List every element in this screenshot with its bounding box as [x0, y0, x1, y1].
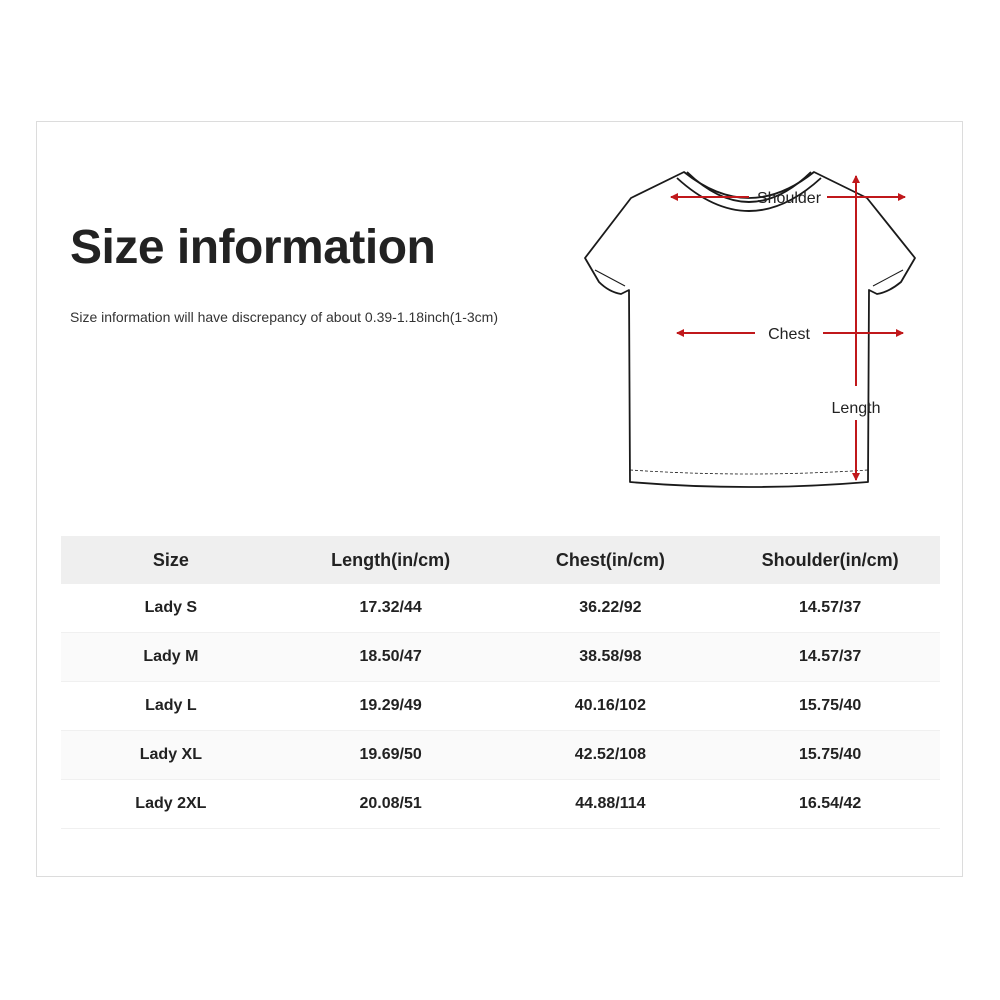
cell-length: 17.32/44	[281, 584, 501, 633]
cell-length: 18.50/47	[281, 633, 501, 682]
header-length: Length(in/cm)	[281, 536, 501, 584]
cell-chest: 38.58/98	[501, 633, 721, 682]
table-row	[61, 682, 940, 731]
cell-shoulder: 15.75/40	[720, 731, 940, 780]
cell-chest: 44.88/114	[501, 780, 721, 829]
cell-size: Lady XL	[61, 731, 281, 780]
tshirt-measurement-diagram	[559, 162, 949, 502]
cell-length: 20.08/51	[281, 780, 501, 829]
size-table	[61, 536, 940, 829]
tshirt-outline-icon	[585, 172, 915, 487]
chest-label: Chest	[768, 326, 810, 343]
shoulder-label: Shoulder	[756, 190, 822, 207]
header-chest: Chest(in/cm)	[501, 536, 721, 584]
cell-shoulder: 14.57/37	[720, 633, 940, 682]
cell-chest: 42.52/108	[501, 731, 721, 780]
cell-shoulder: 16.54/42	[720, 780, 940, 829]
cell-size: Lady 2XL	[61, 780, 281, 829]
cell-size: Lady S	[61, 584, 281, 633]
discrepancy-note: Size information will have discrepancy of about 0.39-1.18inch(1-3cm)	[70, 309, 498, 325]
header-shoulder: Shoulder(in/cm)	[720, 536, 940, 584]
cell-length: 19.29/49	[281, 682, 501, 731]
table-row	[61, 584, 940, 633]
length-label: Length	[831, 400, 881, 417]
page-title: Size information	[70, 221, 436, 274]
cell-size: Lady L	[61, 682, 281, 731]
cell-size: Lady M	[61, 633, 281, 682]
cell-length: 19.69/50	[281, 731, 501, 780]
cell-shoulder: 15.75/40	[720, 682, 940, 731]
header-size: Size	[61, 536, 281, 584]
table-row	[61, 780, 940, 829]
cell-chest: 40.16/102	[501, 682, 721, 731]
table-header-row	[61, 536, 940, 584]
table-row	[61, 633, 940, 682]
cell-shoulder: 14.57/37	[720, 584, 940, 633]
table-row	[61, 731, 940, 780]
cell-chest: 36.22/92	[501, 584, 721, 633]
size-info-card	[36, 121, 963, 877]
